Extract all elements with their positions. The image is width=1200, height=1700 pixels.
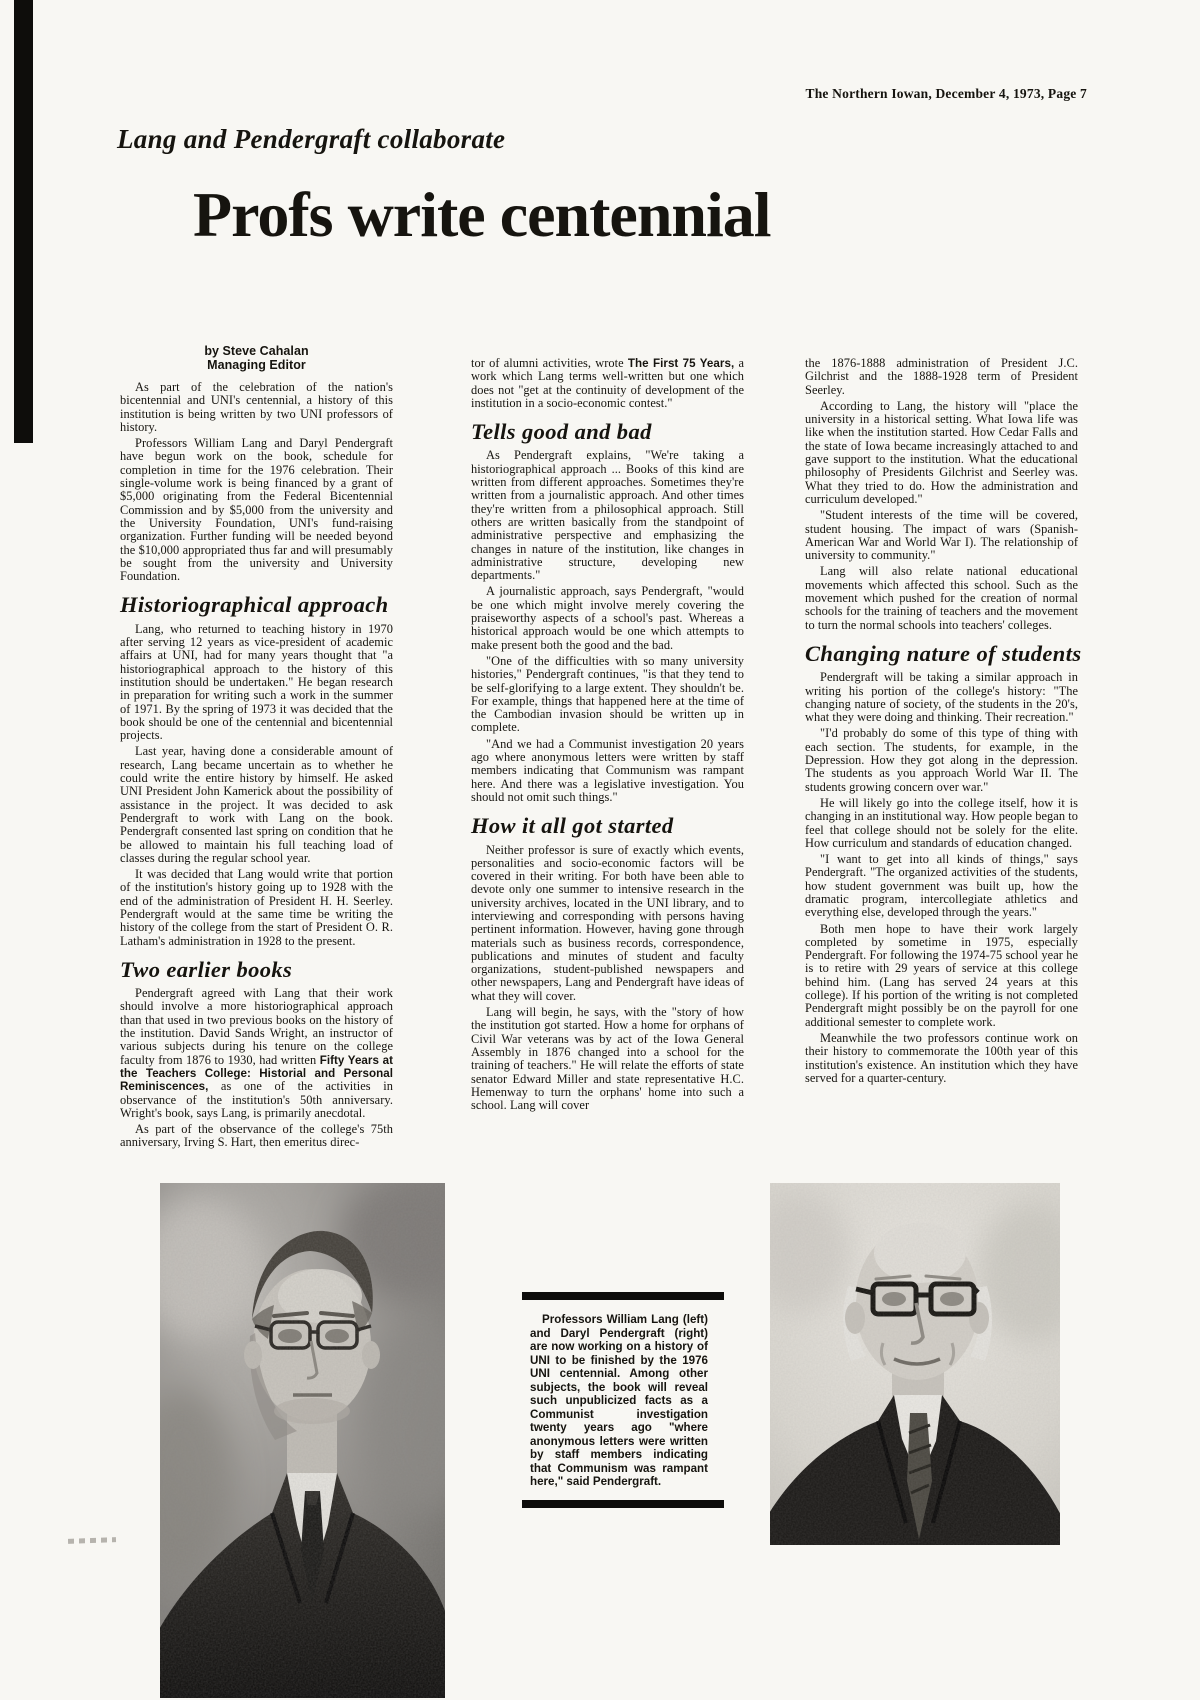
byline <box>120 344 393 372</box>
paragraph: As Pendergraft explains, "We're taking a historiographical approach ... Books of this kind are written from different approaches. Sometimes they're written from a journalistic approach. And other times they're written from a philosophical approach. Still others are written basically from the standpoint of administrative perspective and emphasizing the changes in nature of the institution, like changes in administrative structure, developing new departments." <box>471 448 744 583</box>
paragraph: Neither professor is sure of exactly which events, personalities and socio-economic factors will be covered in their writing. For both have been able to devote only one summer to intensive research in the university archives, located in the UNI library, and to interviewing and corresponding with persons having pertinent information. However, having gone through materials such as business records, correspondence, publications and minutes of student and faculty organizations, student-published newspapers and other newspapers, Lang and Pendergraft have ideas of what they will cover. <box>471 842 744 1003</box>
halftone-portrait-left <box>160 1183 445 1698</box>
photo-caption-box <box>522 1292 724 1508</box>
book-title-bold: The First 75 Years, <box>627 357 735 370</box>
paragraph: Lang, who returned to teaching history in 1970 after serving 12 years as vice-president of academic affairs at UNI, had for many years thought that "a historiographical approach to the history of this institution should be undertaken." He began research in preparation for writing such a work in the summer of 1971. By the spring of 1973 it was decided that the book should be one of the centennial and bicentennial projects. <box>120 621 393 743</box>
paragraph: "I want to get into all kinds of things," says Pendergraft. "The organized activities of the students, how student government was built up, how the dramatic program, intercollegiate athletics and everything else, developed through the years." <box>805 852 1078 920</box>
caption-rule-top <box>522 1292 724 1300</box>
halftone-portrait-right <box>770 1183 1060 1545</box>
photo-william-lang <box>160 1183 445 1698</box>
paragraph: "I'd probably do some of this type of thing with each section. The students, for example, in the Depression. How they got along in the depression. The students as you approach World War II. The students growing concern over war." <box>805 726 1078 794</box>
main-headline: Profs write centennial <box>193 179 771 250</box>
paragraph: Meanwhile the two professors continue work on their history to commemorate the 100th year of this institution's existence. An institution which they have served for a quarter-century. <box>805 1030 1078 1085</box>
section-heading-two-earlier-books: Two earlier books <box>120 956 293 982</box>
paragraph: Last year, having done a considerable amount of research, Lang became uncertain as to whether he could write the entire history by himself. He asked UNI President John Kamerick about the possibility of assistance in the project. It was decided to ask Pendergraft to work with Lang on the book. Pendergraft consented last spring on condition that he be allowed to maintain his full teaching load of classes during the regular school year. <box>120 744 393 865</box>
article-column-3 <box>805 356 1082 1088</box>
photo-daryl-pendergraft <box>770 1183 1060 1545</box>
paragraph: the 1876-1888 administration of President J.C. Gilchrist and the 1888-1928 term of President Seerley. <box>805 356 1078 397</box>
byline-title: Managing Editor <box>207 358 306 372</box>
paragraph: Both men hope to have their work largely completed by sometime in 1975, especially Pendergraft. For following the 1974-75 school year he is to retire with 29 years of service at this college behind him. (Lang has served 24 years at this college). If his portion of the writing is not completed Pendergraft might possibly be on the payroll for one additional semester to complete work. <box>805 921 1078 1029</box>
paragraph: Pendergraft agreed with Lang that their work should involve a more historiographical approach than that used in two previous books on the history of the institution. David Sands Wright, an instructor of various subjects during his tenure on the college faculty from 1876 to 1930, had written Fifty Years at the Teachers College: Historial and Personal Reminiscences, as one of the activities in observance of the institution's 50th anniversary. Wright's book, says Lang, is primarily anecdotal. <box>120 986 393 1120</box>
paragraph: Professors William Lang and Daryl Pendergraft have begun work on the book, schedule for completion in time for the 1976 celebration. Their single-volume work is being financed by a grant of $5,000 originating from the Federal Bicentennial Commission and by $5,000 from the university and the University Foundation, UNI's fund-raising organization. Further funding will be needed beyond the $10,000 appropriated thus far and will presumably be sought from the university and University Foundation. <box>120 436 393 584</box>
paragraph: Lang will begin, he says, with the "story of how the institution got started. How a home for orphans of Civil War veterans was by act of the Iowa General Assembly in 1876 changed into a school for the training of teachers." He will relate the efforts of state senator Edward Miller and state representative H.C. Hemenway to turn the orphans' home into such a school. Lang will cover <box>471 1005 744 1113</box>
scan-edge-artifact-bar <box>14 0 33 443</box>
paragraph: "And we had a Communist investigation 20 years ago where anonymous letters were written by staff members indicating that Communism was rampant here. And there was a legislative investigation. You should not omit such things." <box>471 736 744 804</box>
section-heading-historiographical-approach: Historiographical approach <box>120 592 389 618</box>
scan-smudge-artifact <box>68 1537 116 1544</box>
paragraph: tor of alumni activities, wrote The First 75 Years, a work which Lang terms well-written but one which does not "get at the continuity of development of the institution in a socio-economic contest." <box>471 356 744 410</box>
paragraph: It was decided that Lang would write that portion of the institution's history going up to 1928 with the end of the administration of President H. H. Seerley. Pendergraft would at the same time be writing the history of the college from the start of President O. R. Latham's administration in 1928 to the present. <box>120 867 393 948</box>
paragraph: "One of the difficulties with so many university histories," Pendergraft continues, "is that they tend to be self-glorifying to a large extent. They shouldn't be. For example, things that happened here at the time of the Cambodian invasion should be written up in complete. <box>471 653 744 735</box>
paragraph: Pendergraft will be taking a similar approach in writing his portion of the college's history: "The changing nature of society, of the students in the 20's, what they were doing and thinking. Their recreation." <box>805 670 1078 725</box>
paragraph: A journalistic approach, says Pendergraft, "would be one which might involve merely covering the praiseworthy aspects of a school's past. Whereas a historical approach would be one which attempts to make present both the good and the bad. <box>471 584 744 652</box>
paragraph: As part of the celebration of the nation's bicentennial and UNI's centennial, a history of this institution is being written by two UNI professors of history. <box>120 380 393 434</box>
caption-rule-bottom <box>522 1500 724 1508</box>
paragraph: He will likely go into the college itself, how it is changing in an institutional way. How people began to feel that college should not be solely for the elite. How curriculum and standards of education changed. <box>805 795 1078 850</box>
section-heading-how-it-all-got-started: How it all got started <box>471 813 674 839</box>
section-heading-tells-good-and-bad: Tells good and bad <box>471 419 652 445</box>
section-heading-changing-nature-of-students: Changing nature of students <box>805 640 1082 666</box>
paragraph: Lang will also relate national educational movements which affected this school. Such as the movement which pushed for the creation of normal schools for the training of teachers and the movement to turn the normal schools into teachers' colleges. <box>805 564 1078 632</box>
book-title-bold: Fifty Years at the Teachers College: Historial and Personal Reminiscences, <box>120 1053 393 1094</box>
masthead-dateline: The Northern Iowan, December 4, 1973, Page 7 <box>805 86 1087 101</box>
photo-caption: Professors William Lang (left) and Daryl Pendergraft (right) are now working on a history of UNI to be finished by the 1976 UNI centennial. Among other subjects, the book will reveal such unpublicized facts as a Communist investigation twenty years ago "where anonymous letters were written by staff members indicating that Communism was rampant here," said Pendergraft. <box>530 1313 708 1488</box>
article-column-1 <box>120 344 393 1153</box>
paragraph: According to Lang, the history will "place the university in a historical setting. What Iowa life was like when the institution started. How Cedar Falls and the state of Iowa became increasingly attached to and gave support to the institution. What the educational philosophy of Presidents Gilchrist and Seerley was. What they tried to do. How the administration and curriculum developed." <box>805 398 1078 506</box>
kicker-headline: Lang and Pendergraft collaborate <box>117 124 506 154</box>
paragraph: "Student interests of the time will be covered, student housing. The impact of wars (Spanish-American War and World War I). The relationship of university to community." <box>805 508 1078 563</box>
article-column-2 <box>471 357 744 1115</box>
paragraph: As part of the observance of the college's 75th anniversary, Irving S. Hart, then emeritus direc- <box>120 1122 393 1150</box>
byline-author: by Steve Cahalan <box>204 344 309 358</box>
